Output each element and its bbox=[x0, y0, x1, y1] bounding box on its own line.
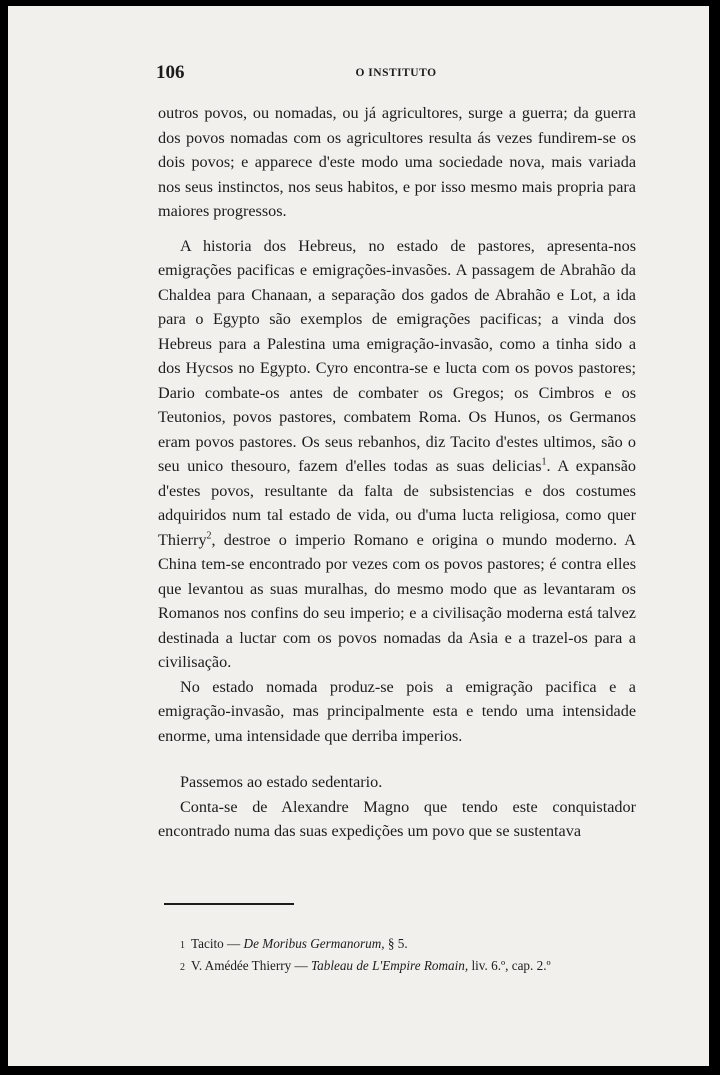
page-header bbox=[156, 62, 636, 86]
footnote-1 bbox=[180, 934, 650, 956]
paragraph-nomad-state: No estado nomada produz-se pois a emigração pacifica e a emigração-invasão, mas principalmente esta e tendo uma intensidade enorme, uma intensidade que derriba imperios. bbox=[158, 677, 636, 745]
footnote-text: V. Amédée Thierry — bbox=[191, 958, 312, 973]
footnote-title: Tableau de L'Empire Romain, bbox=[311, 958, 469, 973]
footnote-ref-1[interactable]: 1 bbox=[541, 456, 547, 468]
page-number: 106 bbox=[156, 62, 185, 83]
paragraph-alexander: Conta-se de Alexandre Magno que tendo este conquistador encontrado numa das suas expedições um povo que se sustentava bbox=[158, 797, 636, 840]
paragraph-text: , destroe o imperio Romano e origina o mundo moderno. A China tem-se encontrado por vezes com os povos pastores; é contra elles que levantou as suas muralhas, do mesmo modo que as levantaram os Romanos nos confins do seu imperio; e a civilisação moderna está talvez destinada a luctar com os povos nomadas da Asia e a trazel-os para a civilisação. bbox=[158, 530, 636, 671]
footnote-ref-2[interactable]: 2 bbox=[206, 530, 212, 542]
paragraph-hebrews bbox=[158, 234, 636, 675]
paragraph-text: . A expansão d'estes povos, resultante da falta de subsistencias e dos costumes adquiridos num tal estado de vida, ou d'uma lucta religiosa, como quer Thierry bbox=[158, 457, 636, 549]
footnote-divider bbox=[164, 903, 294, 905]
footnote-text: § 5. bbox=[384, 936, 408, 951]
footnote-title: De Moribus Germanorum, bbox=[243, 936, 385, 951]
footnote-mark: 1 bbox=[180, 940, 185, 951]
paragraph-sedentary: Passemos ao estado sedentario. bbox=[180, 773, 383, 791]
footnote-text: Tacito — bbox=[191, 936, 244, 951]
body-text bbox=[158, 101, 636, 844]
running-title: O INSTITUTO bbox=[355, 67, 437, 79]
paragraph-text: A historia dos Hebreus, no estado de pastores, apresenta-nos emigrações pacificas e emigrações-invasões. A passagem de Abrahão da Chaldea para Chanaan, a separação dos gados de Abrahão e Lot, a ida para o Egypto são exemplos de emigrações pacificas; a vinda dos Hebreus para a Palestina uma emigração-invasão, como a tinha sido a dos Hycsos no Egypto. Cyro encontra-se e lucta com os povos pastores; Dario combate-os antes de combater os Gregos; os Cimbros e os Teutonios, povos pastores, combatem Roma. Os Hunos, os Germanos eram povos pastores. Os seus rebanhos, diz Tacito d'estes ultimos, são o seu unico thesouro, fazem d'elles todas as suas delicias bbox=[158, 236, 636, 475]
footnote-text: liv. 6.º, cap. 2.º bbox=[468, 958, 551, 973]
paragraph-continuation: outros povos, ou nomadas, ou já agricultores, surge a guerra; da guerra dos povos nomadas com os agricultores resulta ás vezes fundirem-se os dois povos; e apparece d'este modo uma sociedade nova, mais variada nos seus instinctos, nos seus habitos, e por isso mesmo mais propria para maiores progressos. bbox=[158, 104, 636, 220]
footnote-mark: 2 bbox=[180, 962, 185, 973]
footnote-2 bbox=[180, 956, 650, 978]
footnotes bbox=[180, 934, 650, 978]
book-page bbox=[8, 6, 709, 1066]
